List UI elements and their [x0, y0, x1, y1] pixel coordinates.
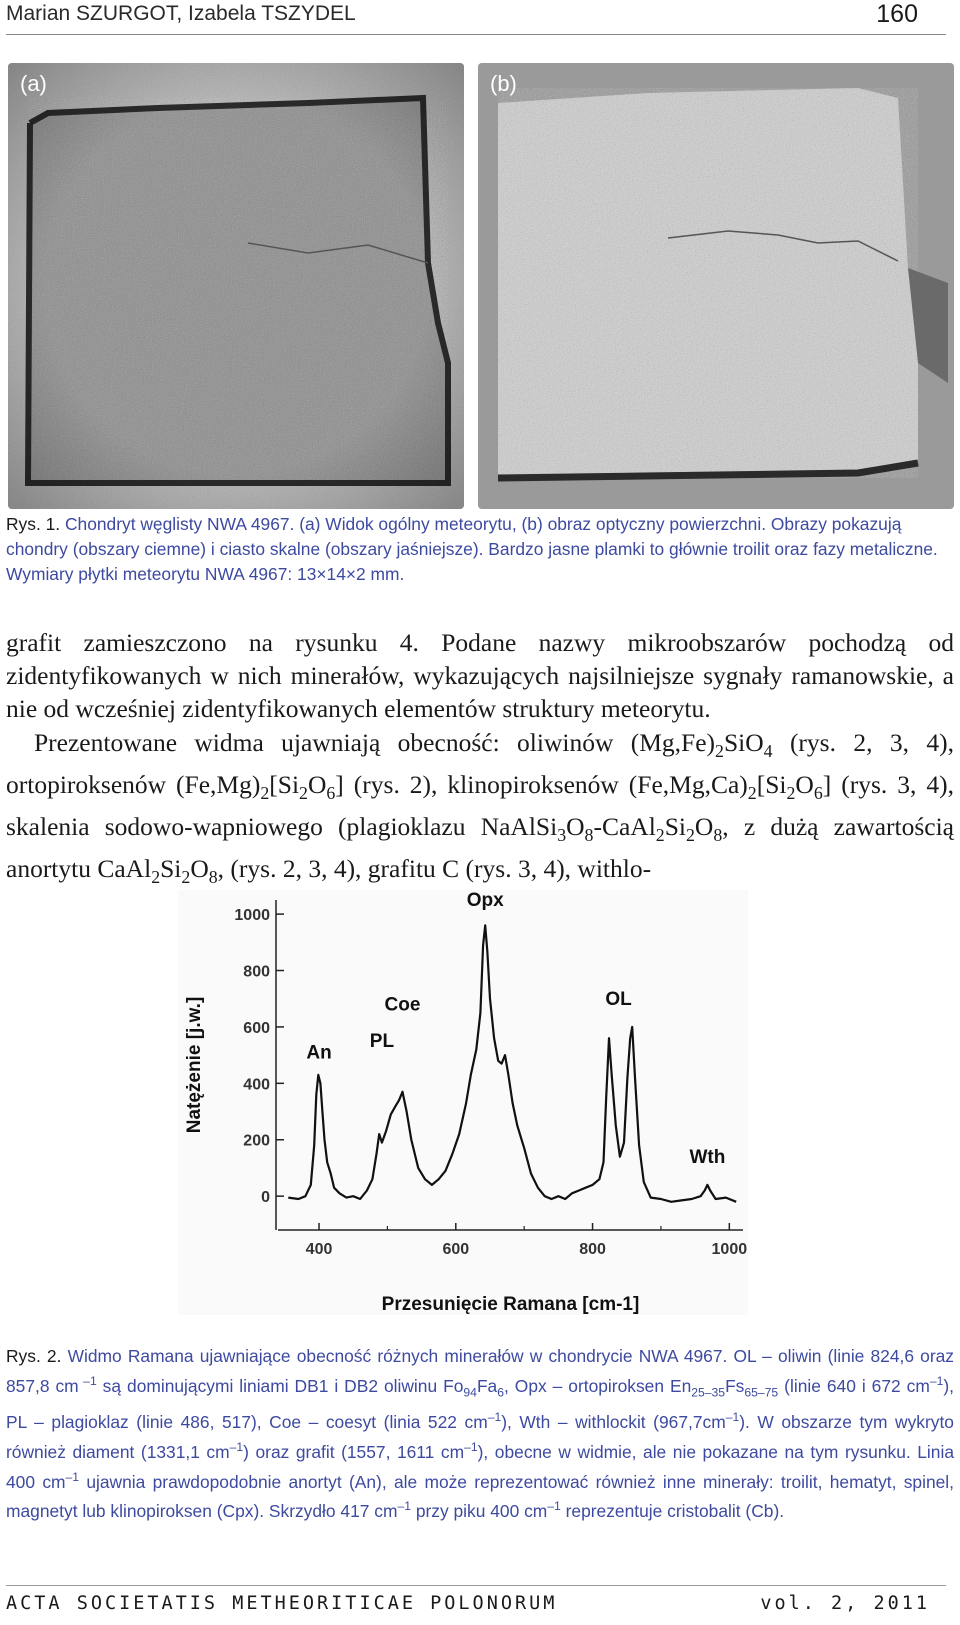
x-tick-label: 400: [305, 1241, 333, 1258]
peak-label-coe: Coe: [384, 994, 421, 1016]
meteorite-photo-a: [8, 63, 464, 509]
meteorite-photo-b: [478, 63, 954, 509]
x-tick-label: 600: [442, 1241, 470, 1258]
footer-divider: [6, 1585, 946, 1586]
panel-label-b: (b): [490, 71, 517, 96]
footer-journal: ACTA SOCIETATIS METHEORITICAE POLONORUM: [6, 1593, 558, 1614]
y-tick-label: 0: [261, 1189, 270, 1207]
header-authors: Marian SZURGOT, Izabela TSZYDEL: [6, 2, 356, 25]
peak-label-wth: Wth: [689, 1146, 726, 1168]
footer-volume: vol. 2, 2011: [760, 1593, 930, 1614]
y-tick-label: 800: [243, 963, 270, 981]
x-axis-title: Przesunięcie Ramana [cm-1]: [381, 1294, 640, 1315]
page-number: 160: [876, 0, 918, 28]
figure1-caption-text: Chondryt węglisty NWA 4967. (a) Widok ogólny meteorytu, (b) obraz optyczny powierzchni. Obrazy pokazują chondry (obszary ciemne) i ciasto skalne (obszary jaśniejsze). Bardzo jasne plamki to głównie troilit oraz fazy metaliczne. Wymiary płytki meteorytu NWA 4967: 13×14×2 mm.: [6, 514, 938, 584]
y-tick-label: 200: [243, 1132, 270, 1150]
figure2-caption: [6, 1344, 954, 1524]
y-tick-label: 400: [243, 1076, 270, 1094]
figure1-caption: [6, 512, 954, 587]
peak-label-pl: PL: [369, 1031, 395, 1053]
spectrum-line: [288, 925, 736, 1201]
peak-label-an: An: [306, 1042, 332, 1064]
peak-label-opx: Opx: [466, 890, 504, 912]
header-divider: [6, 34, 946, 35]
figure1-caption-label: Rys. 1.: [6, 514, 61, 534]
y-tick-label: 600: [243, 1019, 270, 1037]
raman-spectrum-chart: [178, 890, 748, 1315]
y-tick-label: 1000: [234, 907, 270, 925]
x-tick-label: 1000: [711, 1241, 748, 1258]
x-tick-label: 800: [579, 1241, 606, 1258]
y-axis-title: Natężenie [j.w.]: [184, 996, 205, 1134]
panel-label-a: (a): [20, 71, 47, 96]
peak-label-ol: OL: [605, 988, 632, 1010]
figure2-caption-text: Widmo Ramana ujawniające obecność różnych minerałów w chondrycie NWA 4967. OL – oliwin (linie 824,6 oraz 857,8 cm $^{-1}$ są dominującymi liniami DB1 i DB2 oliwinu $Fo_{94}Fa_6$, Opx – ortopiroksen $En_{25-35}Fs_{65-75}$ (linie 640 i 672 $cm^{-1}$), PL – plagioklaz (linie 486, 517), Coe – coesyt (linia 522 $cm^{-1}$), Wth – withlockit $(967,7cm^{-1})$. W obszarze tym wykryto również diament (1331,1 $cm^{-1}$) oraz grafit (1557, 1611 $cm^{-1}$), obecne w widmie, ale nie pokazane na tym rysunku. Linia 400 $cm^{-1}$ ujawnia prawdopodobnie anortyt (An), ale może reprezentować również inne minerały: troilit, hematyt, spinel, magnetyt lub klinopiroksen (Cpx). Skrzydło 417 $cm^{-1}$ przy piku 400 $cm^{-1}$ reprezentuje cristobalit (Cb).: [6, 1346, 954, 1522]
body-paragraph-2: Prezentowane widma ujawniają obecność: oliwinów $(Mg,Fe)_2SiO_4$ (rys. 2, 3, 4), ortopiroksenów $(Fe,Mg)_2[Si_2O_6]$ (rys. 2), klinopiroksenów $(Fe,Mg,Ca)_2[Si_2O_6]$ (rys. 3, 4), skalenia sodowo-wapniowego (plagioklazu $NaAlSi_3O_8-CaAl_2Si_2O_8$, z dużą zawartością anortytu $CaAl_2Si_2O_8$, (rys. 2, 3, 4), grafitu C (rys. 3, 4), withlo-: [6, 728, 955, 888]
body-paragraph-1: grafit zamieszczono na rysunku 4. Podane nazwy mikroobszarów pochodzą od zidentyfikowanych w nich minerałów, wykazujących najsilniejsze sygnały ramanowskie, a nie od wcześniej zidentyfikowanych elementów struktury meteorytu.: [6, 628, 954, 723]
figure2-caption-label: Rys. 2.: [6, 1346, 62, 1366]
